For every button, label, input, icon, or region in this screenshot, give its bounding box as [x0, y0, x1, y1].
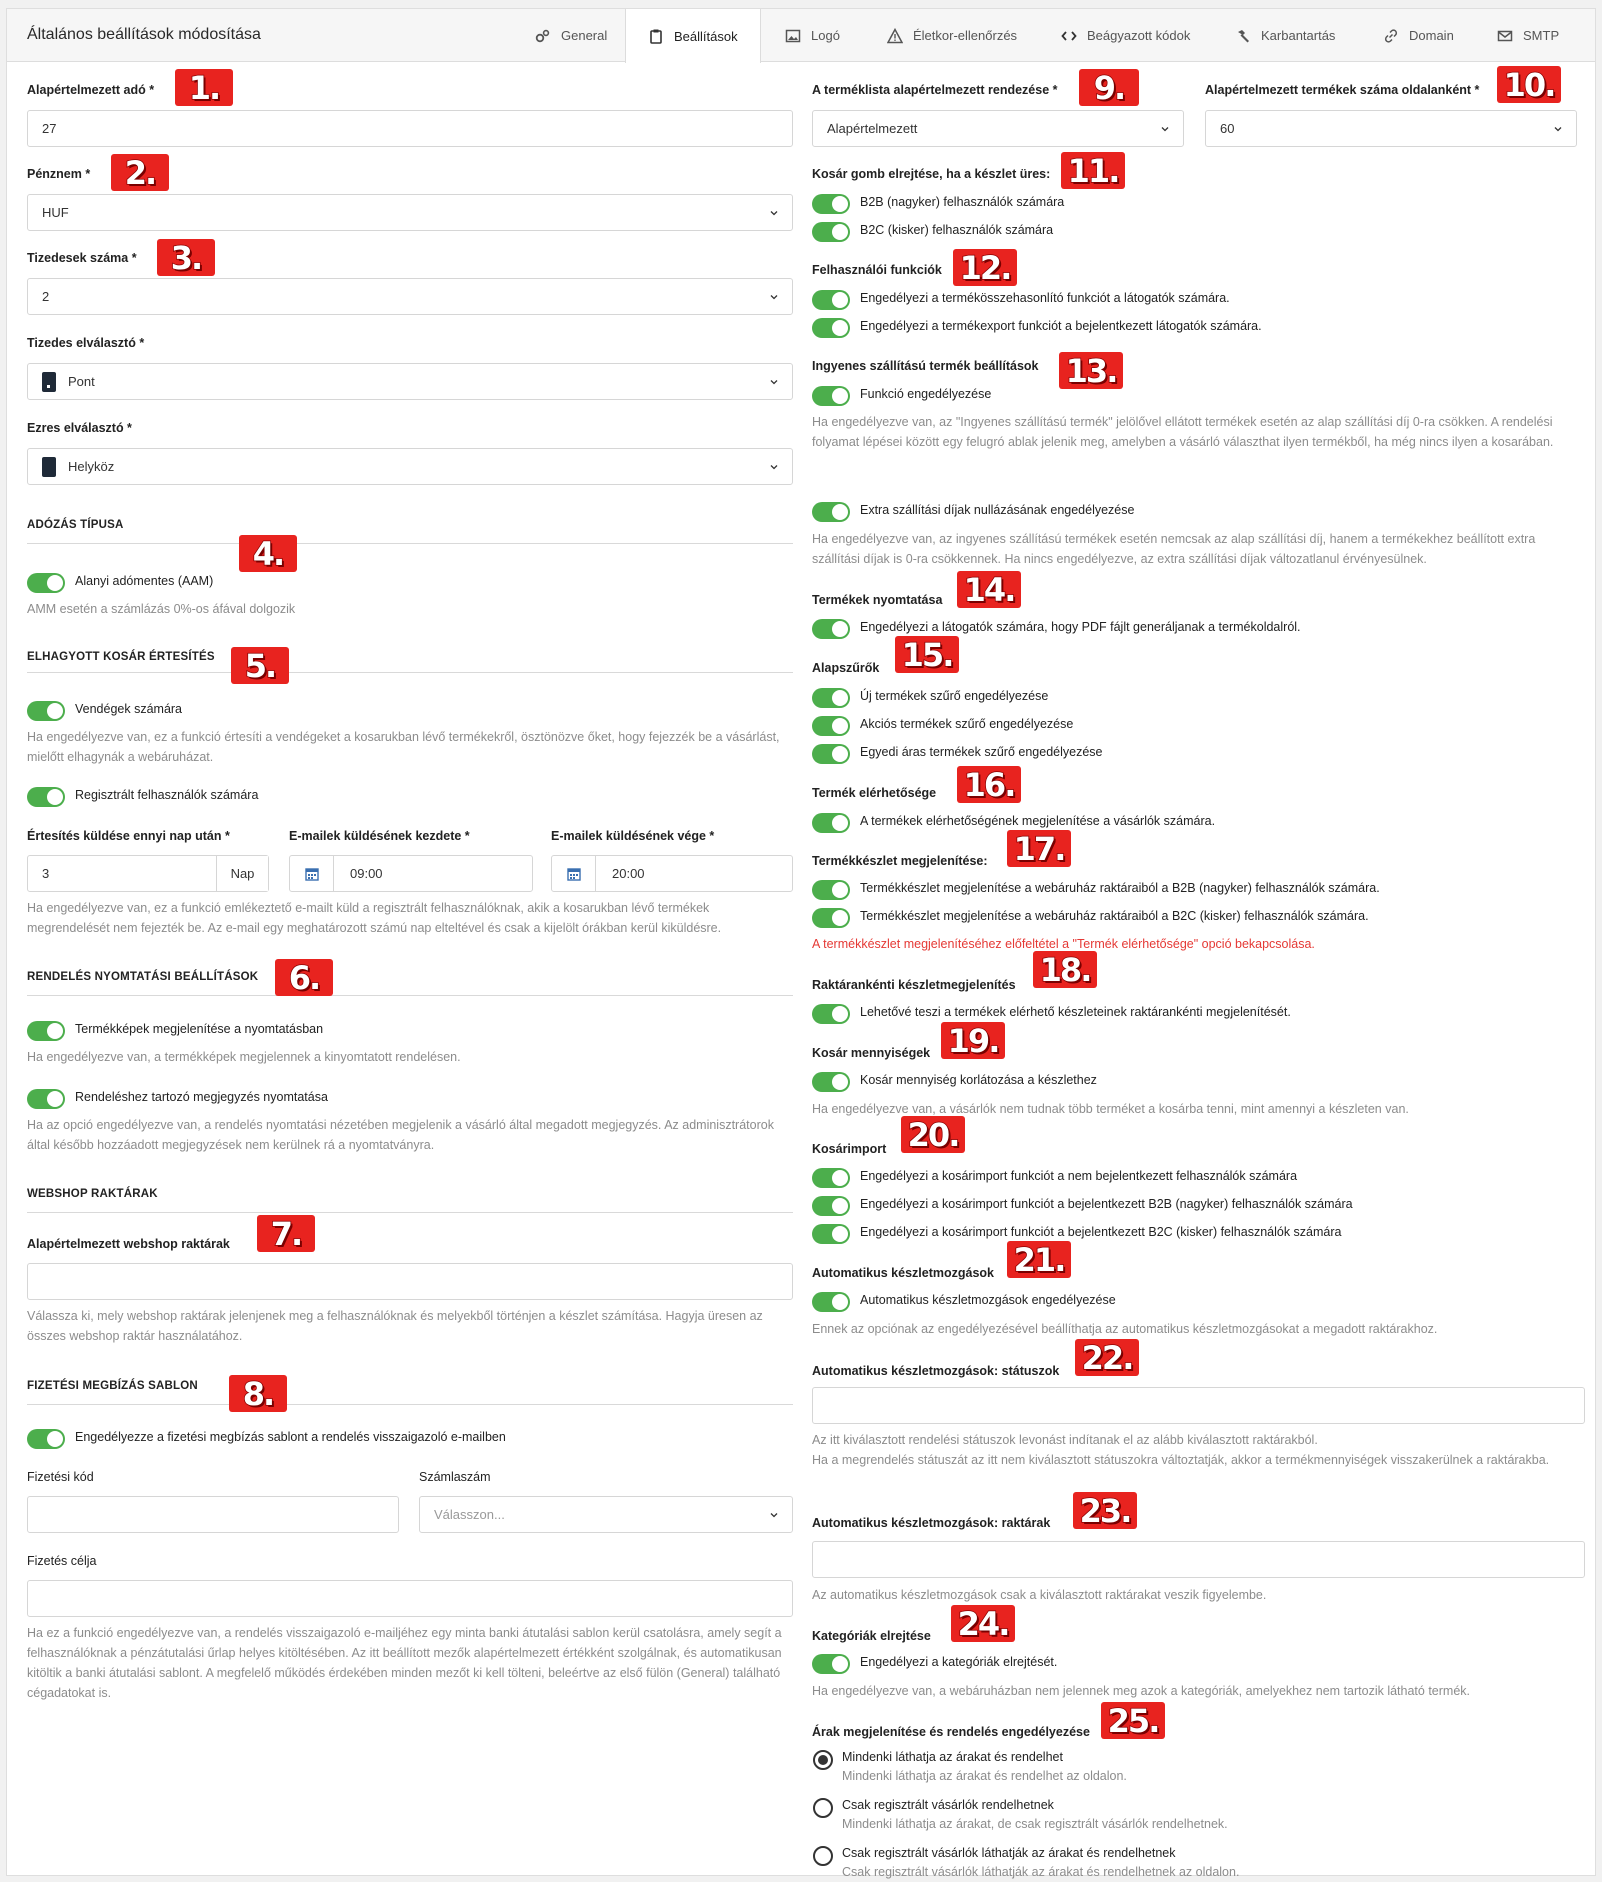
print-images-toggle[interactable]	[27, 1021, 65, 1041]
tab-logo[interactable]	[763, 9, 862, 62]
separator-space-icon	[42, 457, 56, 477]
per-warehouse-toggle[interactable]	[812, 1004, 850, 1024]
guest-notification-hint: Ha engedélyezve van, ez a funkció értesíti a vendégeket a kosarukban lévő termékekről, ösztönözve őket, hogy fejezzék be a vásárlást, mielőtt elhagynák a webáruházat.	[27, 730, 780, 764]
sale-filter-toggle[interactable]	[812, 716, 850, 736]
account-number-placeholder: Válasszon...	[434, 1507, 505, 1522]
tab-domain[interactable]	[1361, 9, 1476, 62]
price-option-sub-2: Mindenki láthatja az árakat, de csak regisztrált vásárlók rendelhetnek.	[842, 1817, 1228, 1831]
tab-eletkor-ellenorzes[interactable]	[865, 9, 1039, 62]
sort-value: Alapértelmezett	[827, 121, 918, 136]
auto-stock-hint: Ennek az opciónak az engedélyezésével beállíthatja az automatikus készletmozgásokat a megadott raktárakhoz.	[812, 1322, 1438, 1336]
aam-toggle[interactable]	[27, 573, 65, 593]
cart-hide-b2c-label: B2C (kisker) felhasználók számára	[860, 223, 1054, 237]
print-note-label: Rendeléshez tartozó megjegyzés nyomtatása	[75, 1090, 328, 1104]
cart-hide-label: Kosár gomb elrejtése, ha a készlet üres:	[812, 167, 1051, 181]
free-shipping-toggle-label: Funkció engedélyezése	[860, 387, 992, 401]
annotation-badge: 3.	[157, 239, 215, 276]
per-page-value: 60	[1220, 121, 1235, 136]
auto-stock-label: Automatikus készletmozgások	[812, 1266, 994, 1280]
price-option-sub-1: Mindenki láthatja az árakat és rendelhet az oldalon.	[842, 1769, 1127, 1783]
cart-import-b2c-label: Engedélyezi a kosárimport funkciót a bejelentkezett B2C (kisker) felhasználók számára	[860, 1225, 1342, 1239]
default-warehouses-label: Alapértelmezett webshop raktárak	[27, 1237, 230, 1251]
price-option-sub-3: Csak regisztrált vásárlók láthatják az árakat és rendelhetnek az oldalon.	[842, 1865, 1240, 1879]
annotation-badge: 2.	[111, 154, 169, 191]
tab-label: Domain	[1409, 28, 1454, 43]
per-warehouse-toggle-label: Lehetővé teszi a termékek elérhető készleteinek raktárankénti megjelenítését.	[860, 1005, 1291, 1019]
per-page-label: Alapértelmezett termékek száma oldalanként *	[1205, 83, 1480, 97]
email-end-label: E-mailek küldésének vége *	[551, 829, 715, 843]
notify-days-input[interactable]	[27, 855, 269, 892]
availability-label: Termék elérhetősége	[812, 786, 937, 800]
custom-price-filter-toggle[interactable]	[812, 744, 850, 764]
category-hide-toggle[interactable]	[812, 1654, 850, 1674]
annotation-badge: 16.	[957, 766, 1021, 803]
chevron-down-icon	[770, 1511, 778, 1519]
annotation-badge: 6.	[275, 959, 333, 996]
abandoned-cart-hint: Ha engedélyezve van, ez a funkció emlékeztető e-mailt küld a regisztrált felhasználóknak, akik a kosarukban lévő termékek megrendelését nem fejezték be. Az e-mail egy meghatározott számú nap elteltével és csak a kijelölt órákban kerül kiküldésre.	[27, 901, 722, 935]
annotation-badge: 23.	[1073, 1492, 1137, 1529]
payment-code-label: Fizetési kód	[27, 1470, 94, 1484]
export-toggle[interactable]	[812, 318, 850, 338]
annotation-badge: 9.	[1079, 69, 1139, 106]
thousand-separator-select[interactable]	[27, 448, 793, 485]
cart-quantity-hint: Ha engedélyezve van, a vásárlók nem tudnak több terméket a kosárba tenni, mint amennyi a készleten van.	[812, 1102, 1409, 1116]
notify-days-value: 3	[42, 866, 50, 881]
availability-toggle-label: A termékek elérhetőségének megjelenítése a vásárlók számára.	[860, 814, 1216, 828]
print-images-label: Termékképek megjelenítése a nyomtatásban	[75, 1022, 324, 1036]
prices-label: Árak megjelenítése és rendelés engedélyezése	[812, 1725, 1090, 1739]
currency-label: Pénznem *	[27, 167, 91, 181]
cart-quantity-toggle-label: Kosár mennyiség korlátozása a készlethez	[860, 1073, 1097, 1087]
tab-label: Beállítások	[674, 28, 738, 44]
tab-smtp[interactable]	[1475, 9, 1581, 62]
annotation-badge: 13.	[1059, 352, 1123, 389]
extra-shipping-toggle[interactable]	[812, 502, 850, 522]
cart-import-b2b-toggle[interactable]	[812, 1196, 850, 1216]
auto-stock-warehouses-hint: Az automatikus készletmozgások csak a kiválasztott raktárakat veszik figyelembe.	[812, 1588, 1267, 1602]
gears-icon	[535, 28, 551, 44]
payment-template-hint: Ha ez a funkció engedélyezve van, a rendelés visszaigazoló e-mailjéhez egy minta banki átutalási sablon kerül csatolásra, amely segít a felhasználóknak a pénzátutalási űrlap helyes kitöltésében. Az itt beállított mezők alapértelmezett értékként szolgálnak, és automatikusan kitöltik a banki átutalási sablont. A megfelelő működés érdekében minden mezőt ki kell tölteni, beleértve az első fülön (General) található cégadatokat is.	[27, 1626, 782, 1700]
tab-label: Logó	[811, 28, 840, 43]
availability-toggle[interactable]	[812, 813, 850, 833]
category-hide-hint: Ha engedélyezve van, a webáruházban nem jelennek meg azok a kategóriák, amelyekhez nem tartozik látható termék.	[812, 1684, 1471, 1698]
payment-purpose-input[interactable]	[27, 1580, 793, 1617]
price-option-title-1: Mindenki láthatja az árakat és rendelhet	[842, 1750, 1063, 1764]
aam-hint: AMM esetén a számlázás 0%-os áfával dolgozik	[27, 602, 296, 616]
annotation-badge: 22.	[1075, 1339, 1139, 1376]
annotation-badge: 5.	[231, 647, 289, 684]
email-start-value: 09:00	[350, 866, 383, 881]
auto-stock-toggle[interactable]	[812, 1292, 850, 1312]
currency-value: HUF	[42, 205, 69, 220]
image-icon	[785, 28, 801, 44]
annotation-badge: 4.	[239, 535, 297, 572]
warehouses-hint: Válassza ki, mely webshop raktárak jelenjenek meg a felhasználóknak és melyekből történjen a készlet számítása. Hagyja üresen az összes webshop raktár használatához.	[27, 1309, 763, 1343]
email-start-label: E-mailek küldésének kezdete *	[289, 829, 470, 843]
stock-display-warning: A termékkészlet megjelenítéséhez előfeltétel a "Termék elérhetősége" opció bekapcsolása.	[812, 937, 1315, 951]
cart-quantity-toggle[interactable]	[812, 1072, 850, 1092]
email-start-input[interactable]	[289, 855, 533, 892]
price-option-title-3: Csak regisztrált vásárlók láthatják az árakat és rendelhetnek	[842, 1846, 1176, 1860]
payment-purpose-label: Fizetés célja	[27, 1554, 97, 1568]
aam-toggle-label: Alanyi adómentes (AAM)	[75, 574, 214, 588]
chevron-down-icon	[770, 209, 778, 217]
sale-filter-label: Akciós termékek szűrő engedélyezése	[860, 717, 1074, 731]
link-icon	[1383, 28, 1399, 44]
decimal-separator-label: Tizedes elválasztó *	[27, 336, 145, 350]
cart-hide-b2b-label: B2B (nagyker) felhasználók számára	[860, 195, 1065, 209]
price-option-radio-1[interactable]	[813, 1750, 833, 1770]
annotation-badge: 10.	[1497, 66, 1561, 103]
annotation-badge: 19.	[941, 1022, 1005, 1059]
annotation-badge: 20.	[901, 1116, 965, 1153]
code-icon	[1061, 28, 1077, 44]
annotation-badge: 11.	[1061, 152, 1125, 189]
free-shipping-toggle[interactable]	[812, 386, 850, 406]
per-warehouse-label: Raktárankénti készletmegjelenítés	[812, 978, 1016, 992]
hammer-icon	[1235, 28, 1251, 44]
chevron-down-icon	[1161, 125, 1169, 133]
annotation-badge: 17.	[1007, 830, 1071, 867]
calendar-icon	[290, 856, 334, 891]
auto-stock-toggle-label: Automatikus készletmozgások engedélyezése	[860, 1293, 1116, 1307]
settings-panel	[6, 8, 1596, 1879]
price-option-radio-2[interactable]	[813, 1798, 833, 1818]
default-tax-input[interactable]	[27, 110, 793, 147]
days-unit-addon: Nap	[216, 856, 268, 891]
annotation-badge: 25.	[1101, 1702, 1165, 1739]
warehouses-section-title: WEBSHOP RAKTÁRAK	[27, 1188, 158, 1200]
header-bar	[7, 9, 1595, 62]
default-warehouses-input[interactable]	[27, 1263, 793, 1300]
payment-template-label: Engedélyezze a fizetési megbízás sablont a rendelés visszaigazoló e-mailben	[75, 1430, 506, 1444]
decimal-separator-value: Pont	[68, 374, 95, 389]
annotation-badge: 12.	[953, 249, 1017, 286]
annotation-badge: 8.	[229, 1375, 287, 1412]
default-tax-value: 27	[42, 121, 57, 136]
tab-label: Beágyazott kódok	[1087, 28, 1191, 43]
annotation-badge: 21.	[1007, 1241, 1071, 1278]
extra-shipping-label: Extra szállítási díjak nullázásának engedélyezése	[860, 503, 1135, 517]
custom-price-filter-label: Egyedi áras termékek szűrő engedélyezése	[860, 745, 1103, 759]
auto-stock-status-label: Automatikus készletmozgások: státuszok	[812, 1364, 1060, 1378]
divider	[27, 1212, 793, 1213]
price-option-title-2: Csak regisztrált vásárlók rendelhetnek	[842, 1798, 1054, 1812]
cart-import-label: Kosárimport	[812, 1142, 887, 1156]
free-shipping-label: Ingyenes szállítású termék beállítások	[812, 359, 1039, 373]
abandoned-cart-section-title: ELHAGYOTT KOSÁR ÉRTESÍTÉS	[27, 651, 215, 663]
new-filter-label: Új termékek szűrő engedélyezése	[860, 689, 1049, 703]
separator-dot-icon	[42, 372, 56, 392]
stock-b2c-toggle[interactable]	[812, 908, 850, 928]
decimal-separator-select[interactable]	[27, 363, 793, 400]
chevron-down-icon	[770, 463, 778, 471]
tab-label: Életkor-ellenőrzés	[913, 28, 1018, 43]
clipboard-icon	[648, 28, 664, 44]
product-print-label: Termékek nyomtatása	[812, 593, 943, 607]
cart-import-b2b-label: Engedélyezi a kosárimport funkciót a bejelentkezett B2B (nagyker) felhasználók számára	[860, 1197, 1353, 1211]
new-filter-toggle[interactable]	[812, 688, 850, 708]
stock-b2b-label: Termékkészlet megjelenítése a webáruház raktáraiból a B2B (nagyker) felhasználók számára.	[860, 881, 1380, 895]
price-option-radio-3[interactable]	[813, 1846, 833, 1866]
category-hide-toggle-label: Engedélyezi a kategóriák elrejtését.	[860, 1655, 1058, 1669]
account-number-select[interactable]	[419, 1496, 793, 1533]
stock-display-label: Termékkészlet megjelenítése:	[812, 854, 988, 868]
product-print-toggle-label: Engedélyezi a látogatók számára, hogy PDF fájlt generáljanak a termékoldalról.	[860, 620, 1301, 634]
email-end-value: 20:00	[612, 866, 645, 881]
divider	[27, 995, 793, 996]
cart-import-guest-label: Engedélyezi a kosárimport funkciót a nem bejelentkezett felhasználók számára	[860, 1169, 1298, 1183]
decimals-select[interactable]	[27, 278, 793, 315]
product-print-toggle[interactable]	[812, 619, 850, 639]
thousand-separator-label: Ezres elválasztó *	[27, 421, 132, 435]
decimals-label: Tizedesek száma *	[27, 251, 137, 265]
auto-stock-status-input[interactable]	[812, 1387, 1585, 1424]
guest-notification-toggle[interactable]	[27, 701, 65, 721]
cart-import-guest-toggle[interactable]	[812, 1168, 850, 1188]
order-print-section-title: RENDELÉS NYOMTATÁSI BEÁLLÍTÁSOK	[27, 971, 259, 983]
decimals-value: 2	[42, 289, 50, 304]
annotation-badge: 7.	[257, 1215, 315, 1252]
payment-code-input[interactable]	[27, 1496, 399, 1533]
export-label: Engedélyezi a termékexport funkciót a bejelentkezett látogatók számára.	[860, 319, 1262, 333]
cart-hide-b2c-toggle[interactable]	[812, 222, 850, 242]
auto-stock-warehouses-label: Automatikus készletmozgások: raktárak	[812, 1516, 1051, 1530]
compare-label: Engedélyezi a termékösszehasonlító funkciót a látogatók számára.	[860, 291, 1230, 305]
divider	[27, 672, 793, 673]
calendar-icon	[552, 856, 596, 891]
page-title: Általános beállítások módosítása	[27, 26, 261, 43]
tab-beallitasok[interactable]	[625, 9, 761, 63]
annotation-badge: 18.	[1033, 951, 1097, 988]
annotation-badge: 24.	[951, 1605, 1015, 1642]
auto-stock-status-hint-1: Az itt kiválasztott rendelési státuszok levonást indítanak el az alább kiválasztott raktárakból.	[812, 1433, 1318, 1447]
tab-label: SMTP	[1523, 28, 1560, 43]
filters-label: Alapszűrők	[812, 661, 880, 675]
chevron-down-icon	[770, 378, 778, 386]
account-number-label: Számlaszám	[419, 1470, 491, 1484]
warning-icon	[887, 28, 903, 44]
thousand-separator-value: Helyköz	[68, 459, 115, 474]
sort-label: A terméklista alapértelmezett rendezése *	[812, 83, 1058, 97]
default-tax-label: Alapértelmezett adó *	[27, 83, 155, 97]
category-hide-label: Kategóriák elrejtése	[812, 1629, 931, 1643]
payment-template-section-title: FIZETÉSI MEGBÍZÁS SABLON	[27, 1380, 198, 1392]
payment-template-toggle[interactable]	[27, 1429, 65, 1449]
tab-beagyazott-kodok[interactable]	[1039, 9, 1212, 62]
sort-select[interactable]	[812, 110, 1184, 147]
stock-b2c-label: Termékkészlet megjelenítése a webáruház raktáraiból a B2C (kisker) felhasználók számára.	[860, 909, 1369, 923]
auto-stock-warehouses-input[interactable]	[812, 1541, 1585, 1578]
extra-shipping-hint: Ha engedélyezve van, az ingyenes szállítású termékek esetén nemcsak az alap szállítási díj, hanem a termékekhez beállított extra szállítási díjak is 0-ra csökkennek. Ha nincs engedélyezve, az extra szállítási díjak változatlanul érvényesülnek.	[812, 532, 1536, 566]
notify-days-label: Értesítés küldése ennyi nap után *	[27, 829, 230, 843]
chevron-down-icon	[1554, 125, 1562, 133]
stock-b2b-toggle[interactable]	[812, 880, 850, 900]
currency-select[interactable]	[27, 194, 793, 231]
registered-notification-toggle[interactable]	[27, 787, 65, 807]
tab-label: Karbantartás	[1261, 28, 1336, 43]
mail-icon	[1497, 28, 1513, 44]
guest-notification-label: Vendégek számára	[75, 702, 183, 716]
email-end-input[interactable]	[551, 855, 793, 892]
cart-hide-b2b-toggle[interactable]	[812, 194, 850, 214]
tab-karbantartas[interactable]	[1213, 9, 1357, 62]
annotation-badge: 14.	[957, 571, 1021, 608]
user-functions-label: Felhasználói funkciók	[812, 263, 942, 277]
annotation-badge: 1.	[175, 69, 233, 106]
free-shipping-hint: Ha engedélyezve van, az "Ingyenes szállítású termék" jelölővel ellátott termékek esetén az alap szállítási díj 0-ra csökken. A rendelési folyamat lépései között egy felugró ablak jelenik meg, amelyben a vásárló választhat ilyen termékből, ha még nincs ilyen a kosarában.	[812, 415, 1554, 449]
compare-toggle[interactable]	[812, 290, 850, 310]
print-note-hint: Ha az opció engedélyezve van, a rendelés nyomtatási nézetében megjelenik a vásárló által megadott megjegyzés. Az adminisztrátorok által később hozzáadott megjegyzések nem kerülnek rá a nyomtatványra.	[27, 1118, 774, 1152]
divider	[27, 543, 793, 544]
cart-quantity-label: Kosár mennyiségek	[812, 1046, 931, 1060]
auto-stock-status-hint-2: Ha a megrendelés státuszát az itt nem kiválasztott státuszokra változtatják, akkor a termékmennyiségek visszakerülnek a raktárakba.	[812, 1453, 1550, 1467]
tab-label: General	[561, 28, 608, 43]
per-page-select[interactable]	[1205, 110, 1577, 147]
tab-general[interactable]	[513, 9, 629, 62]
annotation-badge: 15.	[895, 636, 959, 673]
chevron-down-icon	[770, 293, 778, 301]
registered-notification-label: Regisztrált felhasználók számára	[75, 788, 259, 802]
cart-import-b2c-toggle[interactable]	[812, 1224, 850, 1244]
divider	[27, 1404, 793, 1405]
print-images-hint: Ha engedélyezve van, a termékképek megjelennek a kinyomtatott rendelésen.	[27, 1050, 461, 1064]
print-note-toggle[interactable]	[27, 1089, 65, 1109]
tax-type-section-title: ADÓZÁS TÍPUSA	[27, 519, 124, 531]
